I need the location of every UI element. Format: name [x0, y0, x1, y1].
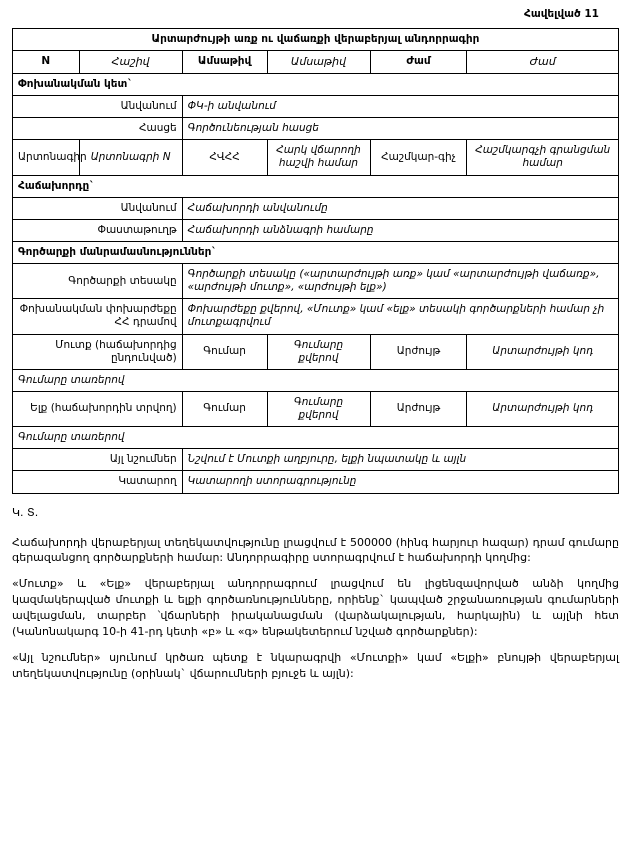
taxpayer-account-label: Հարկ վճարողի հաշվի համար	[267, 140, 370, 175]
table-row	[13, 51, 619, 74]
client-document-label: Փաստաթուղթ	[13, 219, 183, 241]
footnotes	[12, 535, 619, 683]
other-notes-label: Այլ նշումներ	[13, 449, 183, 471]
footnote-1: Հաճախորդի վերաբերյալ տեղեկատվությունը լրացվում է 500000 (հինգ հարյուր հազար) դրամ գումարը գերազանցող գործարքների համար: Անդորրագիրը ստորագրվում է հաճախորդի կողմից:	[12, 535, 619, 565]
point-address-value: Գործունեության հասցե	[182, 118, 618, 140]
section-title-deal: Գործարքի մանրամասնություններ`	[13, 241, 619, 263]
form-title: Արտարժույթի առք ու վաճառքի վերաբերյալ անդորրագիր	[13, 29, 619, 51]
inflow-currency-label: Արժույթ	[370, 334, 467, 369]
cash-register-number-label: Հաշմկարգչի գրանցման համար	[467, 140, 619, 175]
col-header-date-value: Ամսաթիվ	[267, 51, 370, 74]
table-row	[13, 29, 619, 51]
table-row	[13, 427, 619, 449]
point-name-value: ՓԿ-ի անվանում	[182, 96, 618, 118]
outflow-amount-words-label: Գումարը քվերով	[267, 391, 370, 426]
client-document-value: Հաճախորդի անձնագրի համարը	[182, 219, 618, 241]
col-header-n: N	[13, 51, 80, 74]
inflow-currency-code-label: Արտարժույթի կոդ	[467, 334, 619, 369]
inflow-label: Մուտք (հաճախորդից ընդունված)	[13, 334, 183, 369]
deal-type-value: Գործարքի տեսակը («արտարժույթի առք» կամ «արտարժույթի վաճառք», «արժույթի մուտք», «արժույթի ելք»)	[182, 264, 618, 299]
section-title-point: Փոխանակման կետ`	[13, 73, 619, 95]
annex-label: Հավելված 11	[524, 8, 599, 20]
outflow-label: Ելք (հաճախորդին տրվող)	[13, 391, 183, 426]
receipt-form-table	[12, 28, 619, 494]
table-row	[13, 140, 619, 175]
table-row	[13, 369, 619, 391]
client-name-value: Հաճախորդի անվանումը	[182, 197, 618, 219]
exchange-rate-value: Փոխարժեքը քվերով, «Մուտք» կամ «ելք» տեսակի գործարքների համար չի մուտքագրվում	[182, 299, 618, 334]
table-row	[13, 264, 619, 299]
inflow-amount-words-label: Գումարը քվերով	[267, 334, 370, 369]
outflow-amount-label: Գումար	[182, 391, 267, 426]
seal-signature-marker: Կ. Տ.	[12, 505, 39, 519]
exchange-rate-label: Փոխանակման փոխարժեքը ՀՀ դրամով	[13, 299, 183, 334]
client-name-label: Անվանում	[13, 197, 183, 219]
point-address-label: Հասցե	[13, 118, 183, 140]
col-header-time-value: Ժամ	[467, 51, 619, 74]
table-row	[13, 175, 619, 197]
outflow-currency-code-label: Արտարժույթի կոդ	[467, 391, 619, 426]
point-name-label: Անվանում	[13, 96, 183, 118]
footnote-3: «Այլ նշումներ» սյունում կրծառ պետք է նկարագրվի «Մուտքի» կամ «Ելքի» բնույթի վերաբերյալ տեղեկատվությունը (օրինակ` վճարումների բյուջե և այլն):	[12, 651, 619, 681]
col-header-date: Ամսաթիվ	[182, 51, 267, 74]
table-row	[13, 391, 619, 426]
license-label: Արտոնագիր	[13, 140, 80, 175]
performer-value: Կատարողի ստորագրությունը	[182, 471, 618, 493]
col-header-account: Հաշիվ	[79, 51, 182, 74]
table-row	[13, 118, 619, 140]
table-row	[13, 334, 619, 369]
section-title-client: Հաճախորդը`	[13, 175, 619, 197]
table-row	[13, 299, 619, 334]
inflow-amount-label: Գումար	[182, 334, 267, 369]
deal-type-label: Գործարքի տեսակը	[13, 264, 183, 299]
other-notes-value: Նշվում է Մուտքի աղբյուրը, ելքի նպատակը և այլն	[182, 449, 618, 471]
table-row	[13, 241, 619, 263]
col-header-time: Ժամ	[370, 51, 467, 74]
outflow-currency-label: Արժույթ	[370, 391, 467, 426]
license-number-label: Արտոնագրի N	[79, 140, 182, 175]
table-row	[13, 73, 619, 95]
performer-label: Կատարող	[13, 471, 183, 493]
outflow-amount-in-words-note: Գումարը տառերով	[13, 427, 619, 449]
table-row	[13, 197, 619, 219]
table-row	[13, 449, 619, 471]
cash-register-label: Հաշմկար-գիչ	[370, 140, 467, 175]
table-row	[13, 219, 619, 241]
footnote-2: «Մուտք» և «Ելք» վերաբերյալ անդորրագրում լրացվում են լիցենզավորված անձի կողմից կազմակերպված մուտքի և ելքի գործառնությունները, որիենք` կապված շրջանառության գումարների ավելացման, տարբեր ՝վճարների իրականացման (վարձակալության, հարկային) և այլնի հետ (Կանոնակարգ 10-ի 41-րդ կետի «բ» և «գ» ենթակետերում նշված գործարքներ):	[12, 577, 619, 639]
inflow-amount-in-words-note: Գումարը տառերով	[13, 369, 619, 391]
table-row	[13, 96, 619, 118]
table-row	[13, 471, 619, 493]
tin-label: ՀՎՀՀ	[182, 140, 267, 175]
